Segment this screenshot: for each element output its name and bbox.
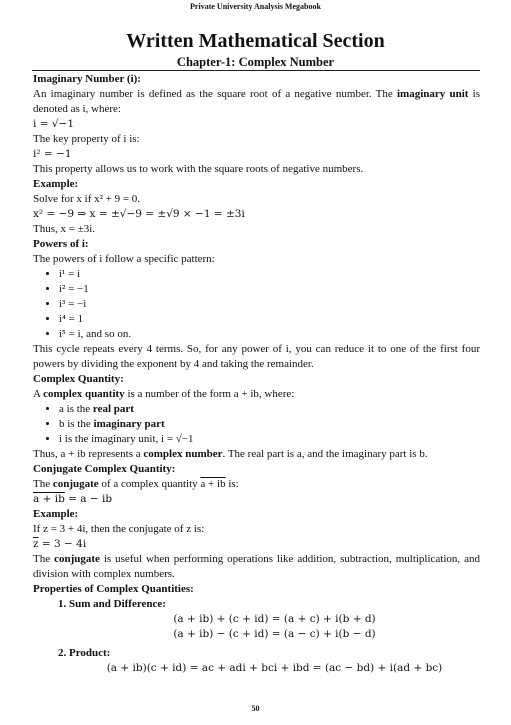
powers-list bbox=[33, 267, 480, 342]
properties-list bbox=[33, 597, 480, 676]
equation-i: i = √−1 bbox=[33, 118, 75, 130]
running-header: Private University Analysis Megabook bbox=[190, 2, 321, 11]
properties-heading: Properties of Complex Quantities: bbox=[33, 583, 194, 595]
chapter-title: Chapter-1: Complex Number bbox=[176, 55, 335, 69]
imaginary-definition: An imaginary number is defined as the square root of a negative number. The imaginary unit is denoted as i, where: bbox=[33, 88, 480, 115]
list-item: • i³ = −i bbox=[59, 297, 480, 312]
list-item: • i⁵ = i, and so on. bbox=[59, 327, 480, 342]
page-title: Written Mathematical Section bbox=[126, 30, 385, 52]
example-text: Solve for x if x² + 9 = 0. bbox=[33, 193, 141, 205]
list-item: • i² = −1 bbox=[59, 282, 480, 297]
complex-heading: Complex Quantity: bbox=[33, 373, 124, 385]
conjugate-heading: Conjugate Complex Quantity: bbox=[33, 463, 176, 475]
imaginary-heading: Imaginary Number (i): bbox=[33, 73, 141, 85]
list-item: 1. Sum and Difference: (a + ib) + (c + id) = (a + c) + i(b + d) (a + ib) − (c + id) = (a − c) + i(b − d) bbox=[69, 597, 480, 642]
list-item: • i is the imaginary unit, i = √−1 bbox=[59, 432, 480, 447]
key-property-text: The key property of i is: bbox=[33, 133, 140, 145]
property-note: This property allows us to work with the square roots of negative numbers. bbox=[33, 163, 364, 175]
list-item: • i¹ = i bbox=[59, 267, 480, 282]
equation-zbar: $\overline{z} = 3 - 4i$ bbox=[33, 538, 87, 550]
content-body bbox=[33, 72, 480, 676]
example2-text: If z = 3 + 4i, then the conjugate of z is: bbox=[33, 523, 205, 535]
list-item: 2. Product: (a + ib)(c + id) = ac + adi + bci + ibd = (ac − bd) + i(ad + bc) bbox=[69, 646, 480, 676]
complex-parts-list bbox=[33, 402, 480, 447]
conjugate-use-text: The conjugate is useful when performing operations like addition, subtraction, multiplication, and division with complex numbers. bbox=[33, 553, 480, 580]
list-item: • a is the real part bbox=[59, 402, 480, 417]
complex-thus-text: Thus, a + ib represents a complex number. The real part is a, and the imaginary part is b. bbox=[33, 448, 428, 460]
page-number: 50 bbox=[251, 704, 260, 713]
equation-sum: (a + ib) + (c + id) = (a + c) + i(b + d) bbox=[173, 613, 376, 625]
equation-difference: (a + ib) − (c + id) = (a − c) + i(b − d) bbox=[173, 628, 376, 640]
equation-i-squared: i² = −1 bbox=[33, 148, 72, 160]
thus-x-text: Thus, x = ±3i. bbox=[33, 223, 96, 235]
powers-heading: Powers of i: bbox=[33, 238, 89, 250]
example2-heading: Example: bbox=[33, 508, 79, 520]
example-heading: Example: bbox=[33, 178, 79, 190]
complex-definition: A complex quantity is a number of the form a + ib, where: bbox=[33, 388, 295, 400]
title-rule bbox=[32, 70, 480, 71]
list-item: • b is the imaginary part bbox=[59, 417, 480, 432]
conjugate-definition: The conjugate of a complex quantity a + ib is: bbox=[33, 478, 239, 490]
cycle-text: This cycle repeats every 4 terms. So, for any power of i, you can reduce it to one of the first four powers by dividing the exponent by 4 and taking the remainder. bbox=[33, 343, 480, 370]
equation-conjugate: a + ib = a − ib bbox=[33, 493, 113, 505]
powers-intro: The powers of i follow a specific pattern: bbox=[33, 253, 215, 265]
list-item: • i⁴ = 1 bbox=[59, 312, 480, 327]
equation-product: (a + ib)(c + id) = ac + adi + bci + ibd = (ac − bd) + i(ad + bc) bbox=[106, 662, 443, 674]
equation-solve: x² = −9 ⇒ x = ±√−9 = ±√9 × −1 = ±3i bbox=[33, 208, 245, 220]
